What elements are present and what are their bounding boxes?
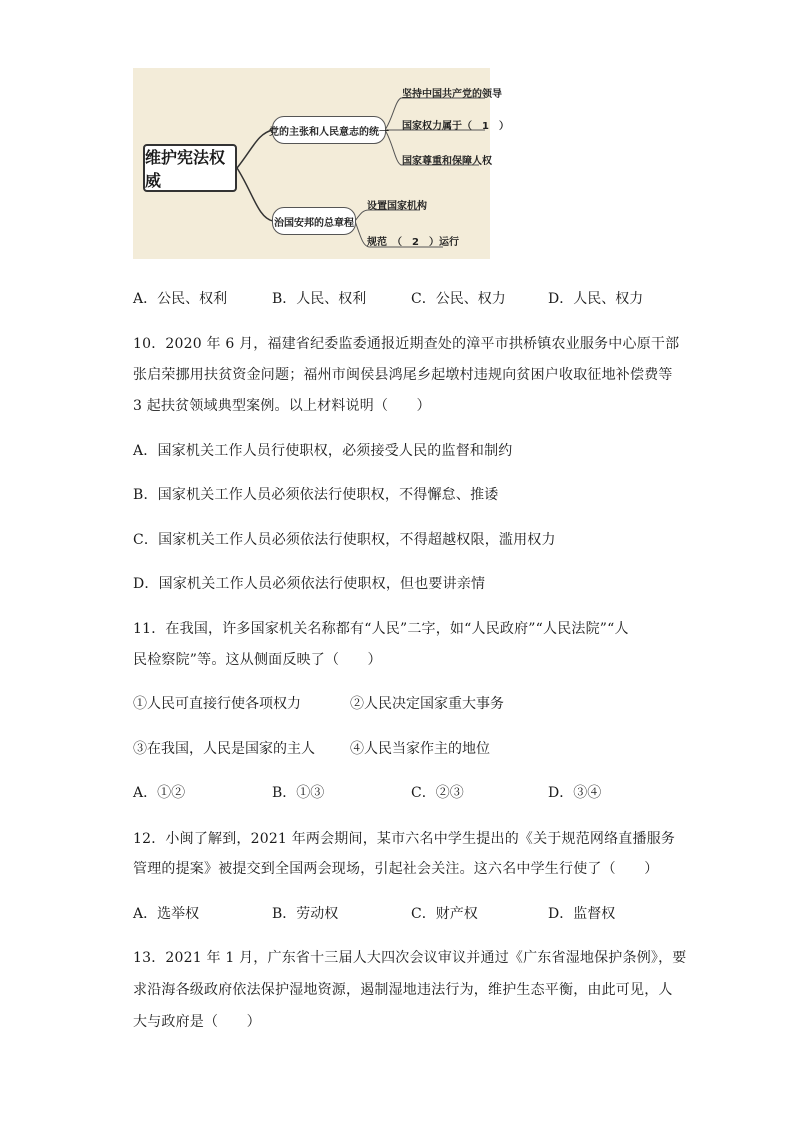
q11-option-c: C．②③ bbox=[411, 785, 464, 801]
q12-option-c: C．财产权 bbox=[411, 906, 478, 922]
mind-map-branch-2: 治国安邦的总章程 bbox=[272, 207, 356, 235]
q12-option-b: B．劳动权 bbox=[272, 906, 339, 922]
connector-root-branch2 bbox=[237, 168, 273, 221]
q11-statement-2: ②人民决定国家重大事务 bbox=[350, 696, 504, 712]
mind-map-leaf-4: 设置国家机构 bbox=[367, 201, 427, 212]
q9-option-c: C．公民、权力 bbox=[411, 291, 506, 307]
q9-option-d: D．人民、权力 bbox=[548, 291, 644, 307]
q12-stem-line-1: 12．小闽了解到，2021 年两会期间，某市六名中学生提出的《关于规范网络直播服务 bbox=[133, 831, 676, 847]
q10-stem-line-1: 10．2020 年 6 月，福建省纪委监委通报近期查处的漳平市拱桥镇农业服务中心原干部 bbox=[133, 336, 680, 352]
q11-options bbox=[133, 782, 693, 802]
q11-option-a: A．①② bbox=[133, 785, 186, 801]
q9-option-b: B．人民、权利 bbox=[272, 291, 367, 307]
q12-option-a: A．选举权 bbox=[133, 906, 200, 922]
q10-option-a: A．国家机关工作人员行使职权，必须接受人民的监督和制约 bbox=[133, 443, 513, 459]
q12-stem-line-2: 管理的提案》被提交到全国两会现场，引起社会关注。这六名中学生行使了（ ） bbox=[133, 861, 659, 877]
mind-map-leaf-5: 规范 （ 2 ）运行 bbox=[367, 237, 459, 248]
q13-stem-line-1: 13．2021 年 1 月，广东省十三届人大四次会议审议并通过《广东省湿地保护条例》，要 bbox=[133, 950, 687, 966]
q11-statement-3: ③在我国，人民是国家的主人 bbox=[133, 741, 315, 757]
q9-options bbox=[133, 288, 693, 308]
q10-stem-line-3: 3 起扶贫领域典型案例。以上材料说明（ ） bbox=[133, 398, 431, 414]
q11-option-d: D．③④ bbox=[548, 785, 602, 801]
q12-options bbox=[133, 903, 693, 923]
q11-option-b: B．①③ bbox=[272, 785, 325, 801]
q13-stem-line-3: 大与政府是（ ） bbox=[133, 1014, 261, 1030]
q12-option-d: D．监督权 bbox=[548, 906, 616, 922]
q11-stem-line-2: 民检察院”等。这从侧面反映了（ ） bbox=[133, 652, 382, 668]
q11-statement-4: ④人民当家作主的地位 bbox=[350, 741, 490, 757]
q9-option-a: A．公民、权利 bbox=[133, 291, 228, 307]
q10-option-b: B．国家机关工作人员必须依法行使职权，不得懈怠、推诿 bbox=[133, 487, 499, 503]
mind-map-figure bbox=[133, 68, 509, 259]
mind-map-leaf-1: 坚持中国共产党的领导 bbox=[402, 89, 502, 100]
mind-map-root: 维护宪法权威 bbox=[143, 144, 237, 192]
connector-root-branch1 bbox=[237, 130, 273, 168]
q10-option-d: D．国家机关工作人员必须依法行使职权，但也要讲亲情 bbox=[133, 576, 486, 592]
q10-option-c: C．国家机关工作人员必须依法行使职权，不得超越权限，滥用权力 bbox=[133, 532, 556, 548]
q11-stem-line-1: 11．在我国，许多国家机关名称都有“人民”二字，如“人民政府”“人民法院”“人 bbox=[133, 621, 629, 637]
q11-statement-1: ①人民可直接行使各项权力 bbox=[133, 696, 301, 712]
mind-map-branch-1: 党的主张和人民意志的统一 bbox=[272, 116, 386, 144]
mind-map-leaf-2: 国家权力属于（ 1 ） bbox=[402, 121, 509, 132]
mind-map-leaf-3: 国家尊重和保障人权 bbox=[402, 156, 492, 167]
q13-stem-line-2: 求沿海各级政府依法保护湿地资源，遏制湿地违法行为，维护生态平衡，由此可见，人 bbox=[133, 982, 673, 998]
q10-stem-line-2: 张启荣挪用扶贫资金问题；福州市闽侯县鸿尾乡起墩村违规向贫困户收取征地补偿费等 bbox=[133, 367, 673, 383]
